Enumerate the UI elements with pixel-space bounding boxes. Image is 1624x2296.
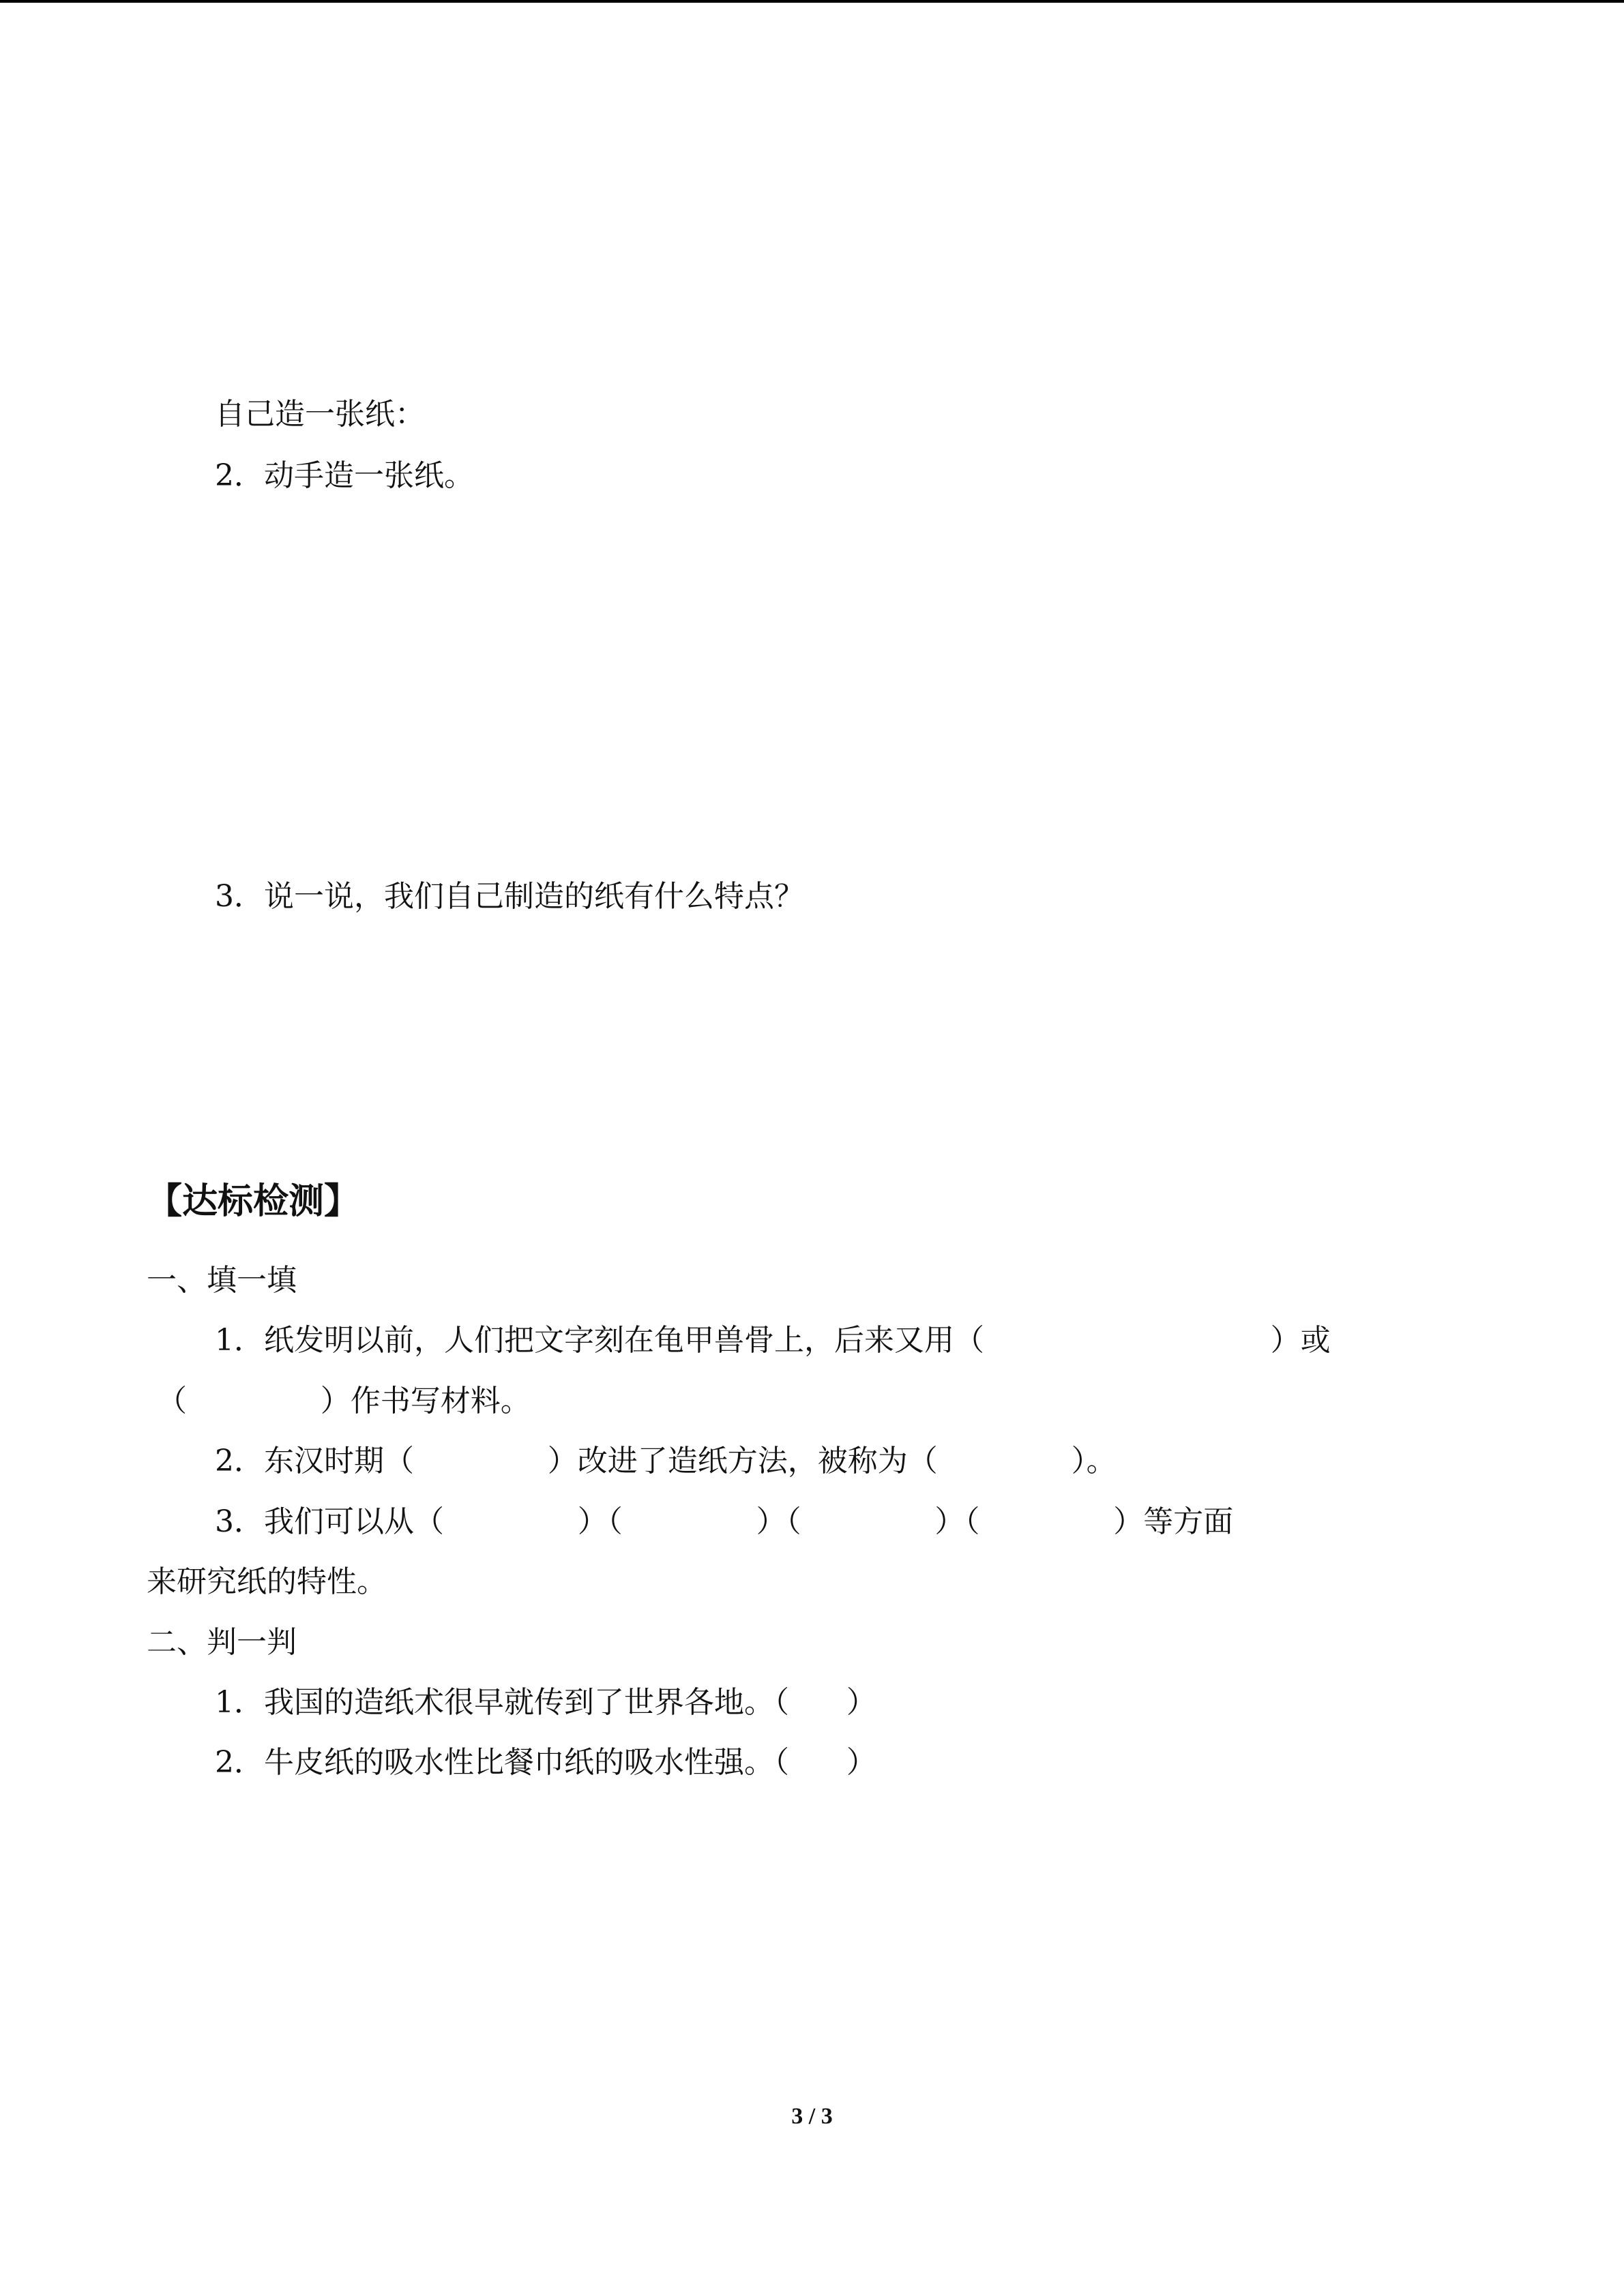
judge-question-1: 1．我国的造纸术很早就传到了世界各地。（ ） [215,1685,876,1720]
fill-heading: 一、填一填 [147,1263,297,1298]
top-border-line [0,0,1624,3]
judge-heading: 二、判一判 [147,1625,297,1660]
judge-question-2: 2．牛皮纸的吸水性比餐巾纸的吸水性强。（ ） [215,1745,876,1780]
activity-question-2: 2．动手造一张纸。 [215,458,474,493]
fill-question-3-line-2: 来研究纸的特性。 [147,1564,387,1599]
activity-question-3: 3．说一说，我们自己制造的纸有什么特点？ [215,879,804,914]
fill-question-1-line-1: 1．纸发明以前，人们把文字刻在龟甲兽骨上，后来又用（ ）或 [215,1323,1331,1358]
section-title: 【达标检测】 [147,1181,360,1222]
fill-question-3-line-1: 3．我们可以从（ ）（ ）（ ）（ ）等方面 [215,1504,1234,1539]
fill-question-2: 2．东汉时期（ ）改进了造纸方法，被称为（ ）。 [215,1444,1117,1478]
page-number: 3 / 3 [791,2104,833,2129]
fill-question-1-line-2: （ ）作书写材料。 [157,1384,531,1418]
activity-intro: 自己造一张纸： [215,397,425,432]
